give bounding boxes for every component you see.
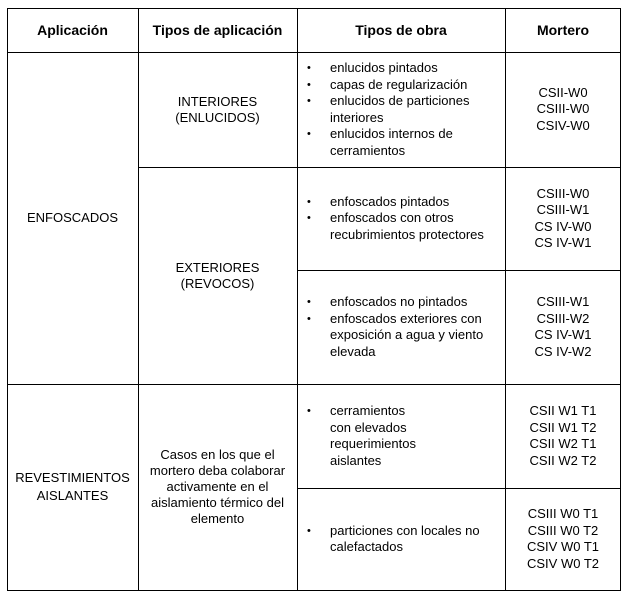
mortero-list [534, 186, 591, 252]
rule-bottom [7, 590, 621, 591]
mortar-table [7, 8, 621, 591]
obras-list [297, 403, 427, 469]
mortero-item: CSIII-W1 [536, 294, 590, 309]
mortero-list [534, 294, 591, 360]
mortero-item: CSII W2 T1 [529, 436, 597, 451]
mortero-item: CSIII-W0 [536, 101, 590, 117]
obra-item: • enfoscados con otros recubrimientos protectores [297, 210, 499, 243]
obra-item: • cerramientos con elevados requerimientos aislantes [297, 403, 427, 469]
tipo-aplicacion-aislantes: Casos en los que el mortero deba colaborar activamente en el aislamiento térmico del elemento [149, 447, 286, 526]
morteros-aislantes-2 [505, 488, 621, 590]
obras-aislantes-2 [297, 488, 487, 590]
morteros-interiores [505, 52, 621, 167]
mortero-item: CSIII W0 T2 [527, 522, 599, 538]
mortero-item: CS IV-W1 [534, 327, 592, 342]
mortero-item: CSIII-W2 [536, 310, 590, 326]
mortero-item: CS IV-W2 [534, 343, 592, 359]
mortero-item: CSII W1 T1 [529, 403, 597, 418]
mortero-item: CSII-W0 [538, 84, 588, 100]
header-tipos-aplicacion: Tipos de aplicación [152, 22, 283, 38]
obra-item: • capas de regularización [297, 77, 499, 94]
obras-exteriores-2 [297, 270, 505, 384]
mortero-list [527, 506, 599, 572]
mortero-item: CSII W2 T2 [529, 452, 597, 468]
obras-list [297, 60, 499, 159]
mortero-item: CS IV-W0 [534, 218, 592, 234]
obras-exteriores-1 [297, 167, 505, 270]
mortero-item: CSIII W0 T1 [527, 506, 599, 521]
mortero-item: CSIII-W1 [536, 202, 590, 217]
header-aplicacion: Aplicación [37, 22, 108, 38]
header-mortero: Mortero [536, 22, 590, 38]
obras-list [297, 194, 499, 244]
obras-interiores [297, 52, 505, 167]
aplicacion-revestimientos-aislantes: REVESTIMIENTOS AISLANTES [15, 470, 130, 503]
mortero-item: CS IV-W1 [534, 235, 592, 250]
obra-item: • particiones con locales no calefactados [297, 523, 487, 556]
obras-list [297, 523, 487, 556]
obra-item: • enlucidos pintados [297, 60, 499, 77]
mortero-list [530, 403, 597, 469]
obra-item: • enlucidos internos de cerramientos [297, 126, 499, 159]
obra-item: • enfoscados no pintados [297, 294, 499, 311]
aplicacion-enfoscados: ENFOSCADOS [26, 210, 118, 225]
morteros-exteriores-2 [505, 270, 621, 384]
mortero-item: CSIV W0 T2 [526, 555, 599, 571]
mortero-item: CSIV W0 T1 [526, 539, 599, 554]
obra-item: • enlucidos de particiones interiores [297, 93, 499, 126]
obra-item: • enfoscados exteriores con exposición a agua y viento elevada [297, 311, 499, 361]
header-tipos-obra: Tipos de obra [355, 22, 447, 38]
tipo-aplicacion-interiores: INTERIORES (ENLUCIDOS) [175, 93, 260, 125]
morteros-exteriores-1 [505, 167, 621, 270]
mortero-item: CSII W1 T2 [529, 419, 597, 435]
mortero-item: CSIV-W0 [536, 117, 590, 133]
obra-item: • enfoscados pintados [297, 194, 499, 211]
tipo-aplicacion-exteriores: EXTERIORES (REVOCOS) [175, 259, 260, 291]
mortero-list [536, 85, 589, 135]
obras-list [297, 294, 499, 360]
morteros-aislantes-1 [505, 384, 621, 488]
mortero-item: CSIII-W0 [536, 185, 590, 201]
obras-aislantes-1 [297, 384, 427, 488]
